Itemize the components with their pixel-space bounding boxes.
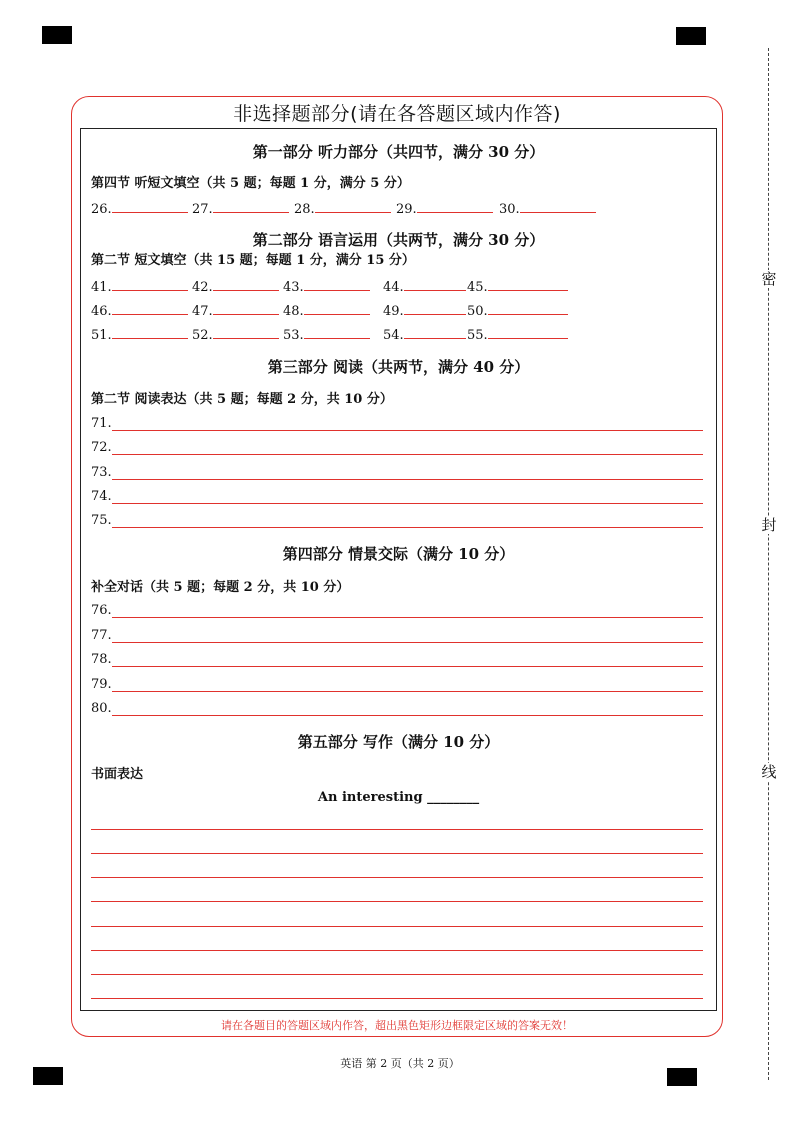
answer-line-76[interactable]: 76. bbox=[91, 603, 703, 618]
writing-line[interactable] bbox=[91, 926, 703, 927]
answer-line-79[interactable]: 79. bbox=[91, 677, 703, 692]
answer-line-72[interactable]: 72. bbox=[91, 440, 703, 455]
part2-title: 第二部分 语言运用（共两节，满分 30 分） bbox=[252, 231, 545, 249]
writing-topic: An interesting ________ bbox=[317, 790, 480, 805]
answer-blank-51[interactable]: 51. bbox=[91, 326, 188, 344]
answer-blank-55[interactable]: 55. bbox=[467, 326, 568, 344]
answer-line-75[interactable]: 75. bbox=[91, 513, 703, 528]
part4-title: 第四部分 情景交际（满分 10 分） bbox=[282, 545, 515, 563]
answer-blank-49[interactable]: 49. bbox=[383, 302, 466, 320]
writing-line[interactable] bbox=[91, 974, 703, 975]
answer-blank-29[interactable]: 29. bbox=[396, 200, 493, 218]
answer-blank-50[interactable]: 50. bbox=[467, 302, 568, 320]
answer-blank-54[interactable]: 54. bbox=[383, 326, 466, 344]
answer-blank-28[interactable]: 28. bbox=[294, 200, 391, 218]
part2-subtitle: 第二节 短文填空（共 15 题；每题 1 分，满分 15 分） bbox=[91, 253, 415, 268]
answer-line-71[interactable]: 71. bbox=[91, 416, 703, 431]
answer-blank-26[interactable]: 26. bbox=[91, 200, 188, 218]
section-header-title: 非选择题部分(请在各答题区域内作答) bbox=[233, 103, 561, 125]
writing-line[interactable] bbox=[91, 901, 703, 902]
writing-line[interactable] bbox=[91, 829, 703, 830]
writing-line[interactable] bbox=[91, 853, 703, 854]
answer-line-73[interactable]: 73. bbox=[91, 465, 703, 480]
answer-blank-48[interactable]: 48. bbox=[283, 302, 370, 320]
alignment-mark-top-left bbox=[42, 26, 72, 44]
answer-blank-53[interactable]: 53. bbox=[283, 326, 370, 344]
alignment-mark-top-right bbox=[676, 27, 706, 45]
writing-line[interactable] bbox=[91, 950, 703, 951]
answer-blank-43[interactable]: 43. bbox=[283, 278, 370, 296]
page-number: 英语 第 2 页（共 2 页） bbox=[340, 1057, 460, 1070]
answer-line-77[interactable]: 77. bbox=[91, 628, 703, 643]
answer-blank-45[interactable]: 45. bbox=[467, 278, 568, 296]
answer-blank-46[interactable]: 46. bbox=[91, 302, 188, 320]
answer-line-78[interactable]: 78. bbox=[91, 652, 703, 667]
answer-blank-52[interactable]: 52. bbox=[192, 326, 279, 344]
answer-blank-47[interactable]: 47. bbox=[192, 302, 279, 320]
seal-char-xian: 线 bbox=[761, 763, 777, 781]
answer-blank-30[interactable]: 30. bbox=[499, 200, 596, 218]
part5-title: 第五部分 写作（满分 10 分） bbox=[297, 733, 500, 751]
writing-line[interactable] bbox=[91, 998, 703, 999]
part1-title: 第一部分 听力部分（共四节，满分 30 分） bbox=[252, 143, 545, 161]
part3-subtitle: 第二节 阅读表达（共 5 题；每题 2 分，共 10 分） bbox=[91, 392, 393, 407]
seal-char-mi: 密 bbox=[761, 270, 777, 288]
answer-blank-44[interactable]: 44. bbox=[383, 278, 466, 296]
invalid-area-warning: 请在各题目的答题区域内作答，超出黑色矩形边框限定区域的答案无效！ bbox=[221, 1019, 573, 1032]
answer-line-80[interactable]: 80. bbox=[91, 701, 703, 716]
part4-subtitle: 补全对话（共 5 题；每题 2 分，共 10 分） bbox=[91, 580, 350, 595]
writing-line[interactable] bbox=[91, 877, 703, 878]
answer-line-74[interactable]: 74. bbox=[91, 489, 703, 504]
seal-dashed-line bbox=[768, 48, 769, 1080]
answer-blank-42[interactable]: 42. bbox=[192, 278, 279, 296]
answer-blank-41[interactable]: 41. bbox=[91, 278, 188, 296]
seal-char-feng: 封 bbox=[761, 516, 777, 534]
part5-subtitle: 书面表达 bbox=[91, 767, 144, 782]
part1-subtitle: 第四节 听短文填空（共 5 题；每题 1 分，满分 5 分） bbox=[91, 176, 410, 191]
part3-title: 第三部分 阅读（共两节，满分 40 分） bbox=[267, 358, 530, 376]
answer-blank-27[interactable]: 27. bbox=[192, 200, 289, 218]
